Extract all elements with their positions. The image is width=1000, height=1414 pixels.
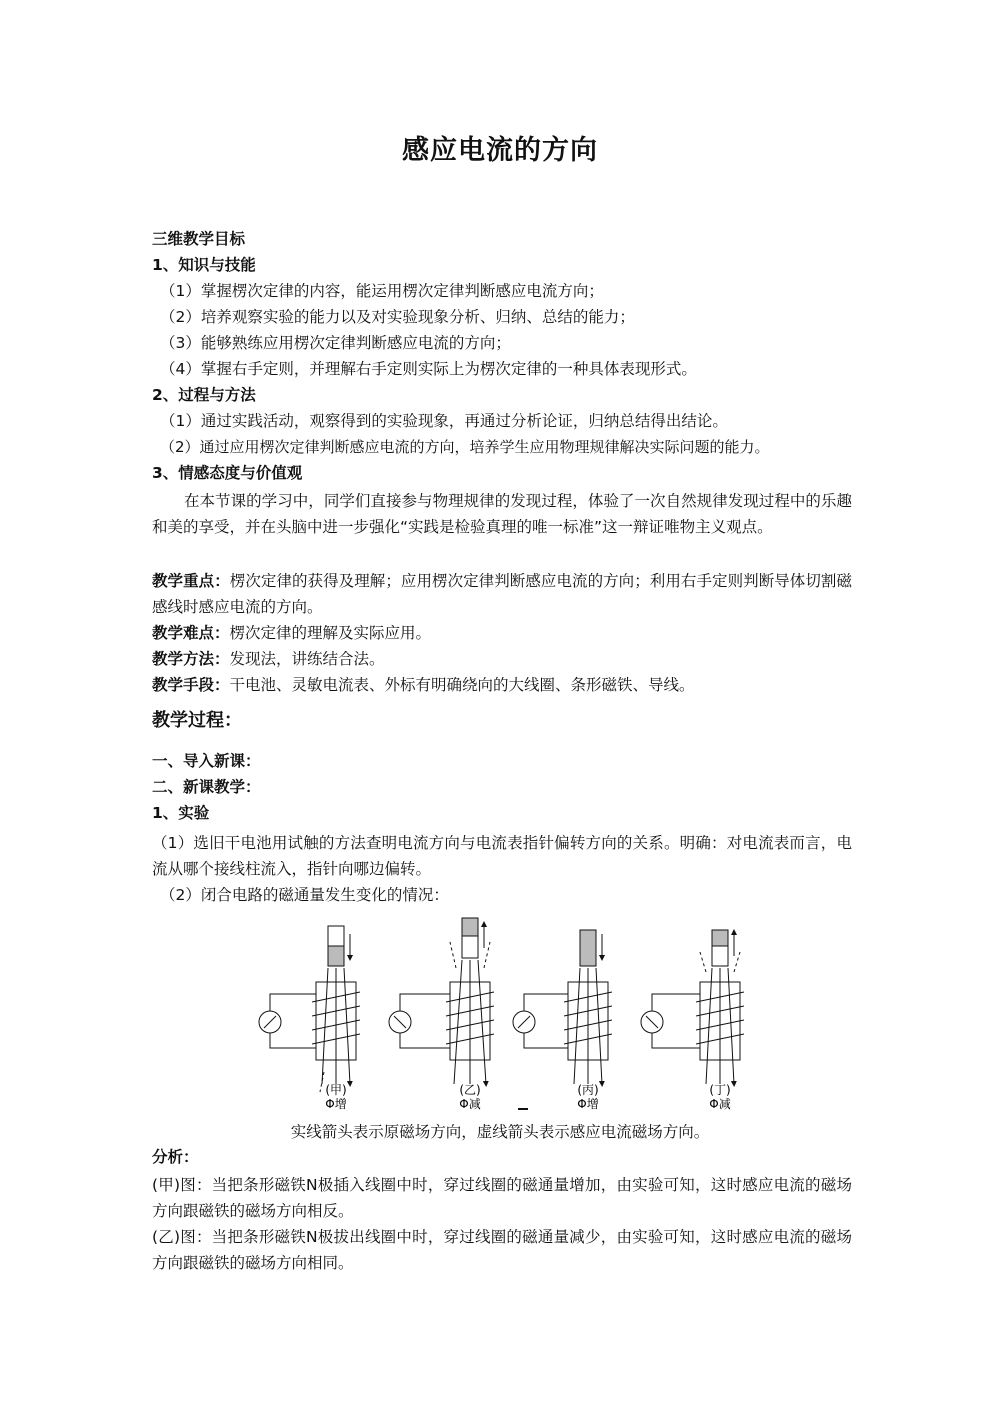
intro-heading: 一、导入新课： <box>152 752 261 770</box>
tools-label: 教学手段： <box>152 676 230 694</box>
difficulty-label: 教学难点： <box>152 624 230 642</box>
knowledge-heading: 1、知识与技能 <box>152 256 256 274</box>
knowledge-item: （1）掌握楞次定律的内容，能运用楞次定律判断感应电流方向； <box>160 282 604 300</box>
experiment-heading: 1、实验 <box>152 804 210 822</box>
divider <box>518 1108 528 1110</box>
analysis-jia: (甲)图：当把条形磁铁N极插入线圈中时，穿过线圈的磁通量增加，由实验可知，这时感应电流的磁场方向跟磁铁的磁场方向相反。 <box>152 1176 852 1220</box>
focus-label: 教学重点： <box>152 572 230 590</box>
page-title: 感应电流的方向 <box>402 135 598 166</box>
knowledge-item: （2）培养观察实验的能力以及对实验现象分析、归纳、总结的能力； <box>160 308 635 326</box>
panel-label: (丁) <box>709 1083 731 1097</box>
magnet-icon <box>580 930 596 966</box>
panel-ding <box>641 930 744 1084</box>
goals-heading: 三维教学目标 <box>152 230 246 248</box>
panel-bing <box>513 930 612 1084</box>
emotion-heading: 3、情感态度与价值观 <box>152 464 303 482</box>
new-lesson-heading: 二、新课教学： <box>152 778 261 796</box>
panel-flux: Φ减 <box>459 1097 481 1111</box>
panel-label: (丙) <box>577 1083 599 1097</box>
induction-diagram <box>240 912 780 1112</box>
difficulty-text: 楞次定律的理解及实际应用。 <box>229 624 432 642</box>
figure-caption: 实线箭头表示原磁场方向，虚线箭头表示感应电流磁场方向。 <box>290 1123 710 1141</box>
analysis-yi: (乙)图：当把条形磁铁N极拔出线圈中时，穿过线圈的磁通量减少，由实验可知，这时感应电流的磁场方向跟磁铁的磁场方向相同。 <box>152 1228 852 1272</box>
focus-text: 楞次定律的获得及理解；应用楞次定律判断感应电流的方向；利用右手定则判断导体切割磁感线时感应电流的方向。 <box>152 572 852 616</box>
knowledge-item: （4）掌握右手定则，并理解右手定则实际上为楞次定律的一种具体表现形式。 <box>160 360 697 378</box>
analysis-heading: 分析： <box>152 1148 199 1166</box>
panel-label: (乙) <box>459 1083 481 1097</box>
method-text: 发现法，讲练结合法。 <box>229 650 385 668</box>
emotion-text: 在本节课的学习中，同学们直接参与物理规律的发现过程，体验了一次自然规律发现过程中的乐趣和美的享受，并在头脑中进一步强化“实践是检验真理的唯一标准”这一辩证唯物主义观点。 <box>152 492 852 536</box>
method-label: 教学方法： <box>152 650 230 668</box>
process-item: （1）通过实践活动，观察得到的实验现象，再通过分析论证，归纳总结得出结论。 <box>160 412 728 430</box>
experiment-step-2: （2）闭合电路的磁通量发生变化的情况： <box>160 886 449 904</box>
panel-flux: Φ增 <box>577 1097 599 1111</box>
process-heading: 2、过程与方法 <box>152 386 256 404</box>
panel-yi <box>389 918 494 1084</box>
process-section-heading: 教学过程： <box>152 710 242 731</box>
panel-label: (甲) <box>325 1083 347 1097</box>
process-item: （2）通过应用楞次定律判断感应电流的方向，培养学生应用物理规律解决实际问题的能力。 <box>160 438 770 456</box>
tools-text: 干电池、灵敏电流表、外标有明确绕向的大线圈、条形磁铁、导线。 <box>229 676 695 694</box>
panel-flux: Φ增 <box>325 1097 347 1111</box>
method-line <box>152 648 852 670</box>
panel-flux: Φ减 <box>709 1097 731 1111</box>
panel-jia <box>259 926 360 1092</box>
knowledge-item: （3）能够熟练应用楞次定律判断感应电流的方向； <box>160 334 511 352</box>
experiment-step-1: （1）选旧干电池用试触的方法查明电流方向与电流表指针偏转方向的关系。明确：对电流表而言，电流从哪个接线柱流入，指针向哪边偏转。 <box>152 834 852 878</box>
difficulty-line <box>152 622 852 644</box>
tools-line <box>152 674 852 696</box>
focus-line <box>152 568 852 620</box>
